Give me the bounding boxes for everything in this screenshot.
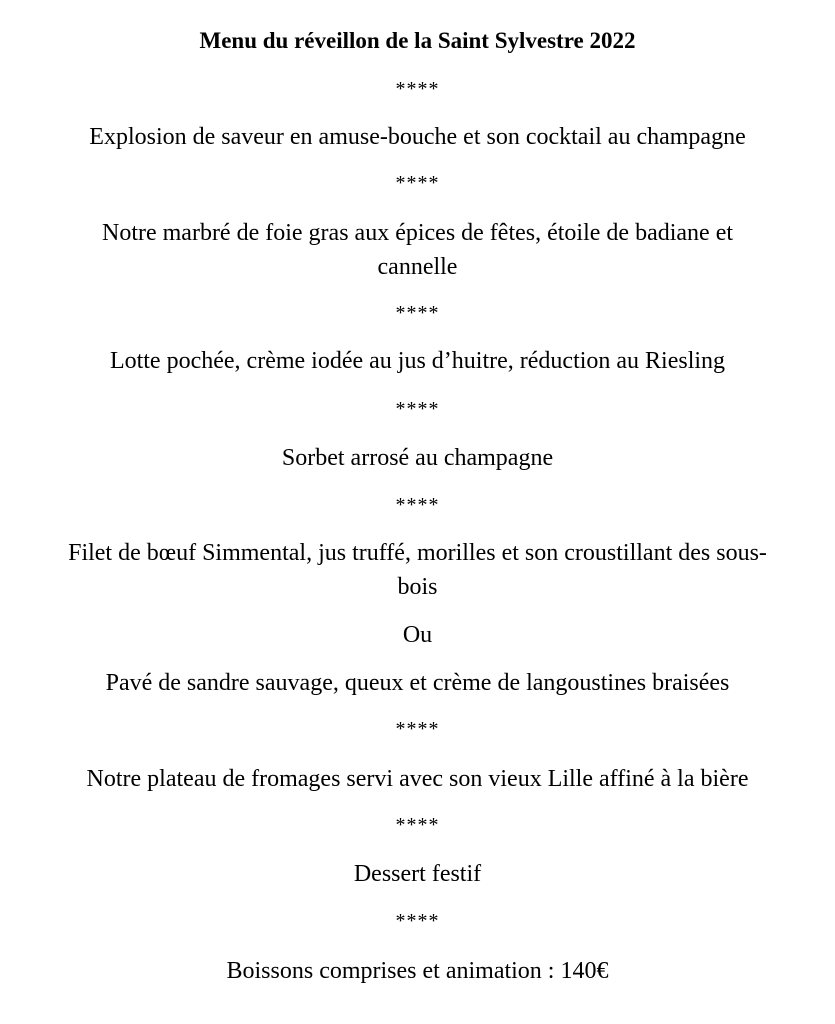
course-dessert: Dessert festif	[353, 861, 482, 887]
separator: ****	[395, 814, 440, 836]
separator: ****	[395, 172, 440, 194]
course-plat-2: Pavé de sandre sauvage, queux et crème de langoustines braisées	[105, 670, 730, 696]
separator: ****	[395, 494, 440, 516]
menu-title: Menu du réveillon de la Saint Sylvestre 2022	[199, 28, 636, 53]
separator: ****	[395, 302, 440, 324]
separator: ****	[395, 718, 440, 740]
course-poisson: Lotte pochée, crème iodée au jus d’huitre, réduction au Riesling	[109, 348, 726, 374]
price-line: Boissons comprises et animation : 140€	[226, 958, 609, 984]
separator: ****	[395, 910, 440, 932]
separator: ****	[395, 398, 440, 420]
course-sorbet: Sorbet arrosé au champagne	[281, 445, 554, 471]
course-plat-1-line2: bois	[397, 574, 438, 600]
separator: ****	[395, 78, 440, 100]
course-amuse-bouche: Explosion de saveur en amuse-bouche et son cocktail au champagne	[89, 124, 746, 150]
course-fromages: Notre plateau de fromages servi avec son vieux Lille affiné à la bière	[86, 766, 749, 792]
course-plat-1-line1: Filet de bœuf Simmental, jus truffé, morilles et son croustillant des sous-	[68, 540, 767, 566]
course-entree-line2: cannelle	[377, 254, 458, 280]
choice-or: Ou	[402, 622, 433, 648]
course-entree-line1: Notre marbré de foie gras aux épices de fêtes, étoile de badiane et	[101, 220, 734, 246]
